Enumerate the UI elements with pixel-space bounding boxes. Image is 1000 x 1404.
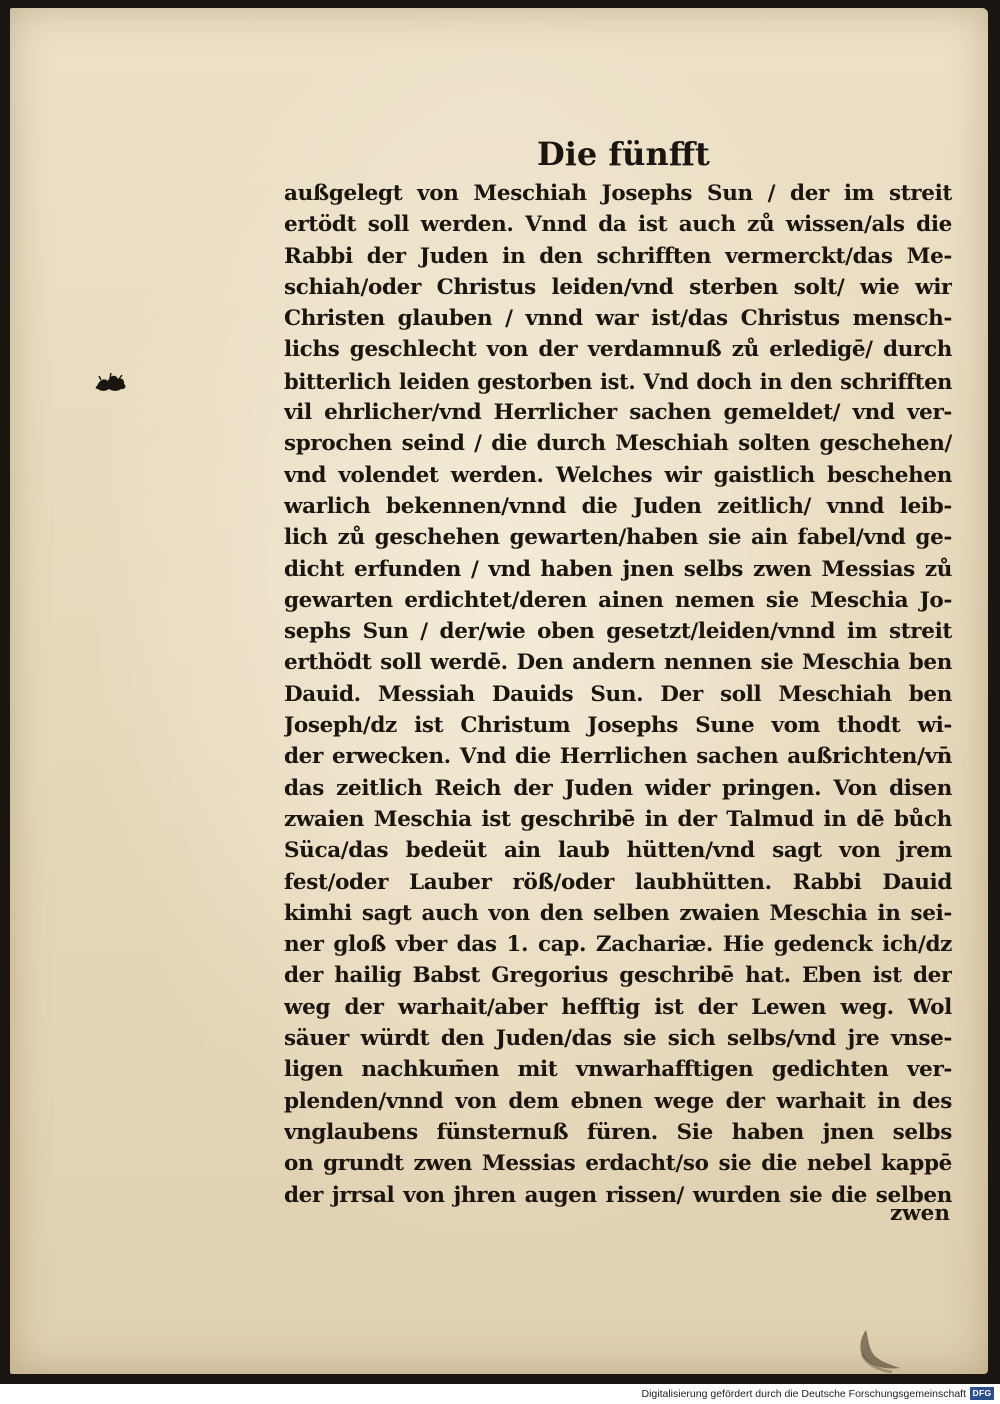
text-line: Rabbi der Juden in den schrifften vermerckt/das Me- — [284, 243, 952, 269]
text-line: der erwecken. Vnd die Herrlichen sachen außrichten/vn̄ — [284, 744, 952, 770]
text-line: bitterlich leiden gestorben ist. Vnd doch in den schrifften — [284, 368, 952, 394]
text-line: vnglaubens fünsternuß füren. Sie haben jnen selbs — [284, 1119, 952, 1145]
bleed-through-heading — [160, 118, 350, 158]
text-line: Dauid. Messiah Dauids Sun. Der soll Meschiah ben — [284, 681, 952, 707]
text-line: on grundt zwen Messias erdacht/so sie die nebel kappē — [284, 1151, 952, 1177]
ink-blot-mark — [94, 370, 128, 392]
text-line: erthödt soll werdē. Den andern nennen sie Meschia ben — [284, 650, 952, 676]
text-line: sephs Sun / der/wie oben gesetzt/leiden/vnnd im streit — [284, 619, 952, 645]
text-line: außgelegt von Meschiah Josephs Sun / der im streit — [284, 181, 952, 206]
catchword: zwen — [889, 1201, 950, 1226]
text-line: fest/oder Lauber röß/oder laubhütten. Rabbi Dauid — [284, 869, 952, 895]
text-line: säuer würdt den Juden/das sie sich selbs/vnd jre vnse- — [284, 1026, 952, 1052]
book-page — [10, 8, 988, 1374]
text-line: zwaien Meschia ist geschribē in der Talmud in dē bůch — [284, 806, 952, 832]
text-line: lichs geschlecht von der verdamnuß zů erledigē/ durch — [284, 337, 952, 363]
text-line: kimhi sagt auch von den selben zwaien Meschia in sei- — [284, 900, 952, 926]
text-line: Joseph/dz ist Christum Josephs Sune vom thodt wi- — [284, 713, 952, 739]
text-line: gewarten erdichtet/deren ainen nemen sie Meschia Jo- — [284, 587, 952, 613]
text-line: Christen glauben / vnnd war ist/das Christus mensch- — [284, 306, 952, 332]
text-line: ligen nachkum̄en mit vnwarhafftigen gedichten ver- — [284, 1057, 952, 1083]
corner-stain — [848, 1324, 908, 1374]
text-line: lich zů geschehen gewarten/haben sie ain fabel/vnd ge- — [284, 525, 952, 551]
page-text — [284, 178, 952, 1211]
text-line: vnd volendet werden. Welches wir gaistlich beschehen — [284, 462, 952, 488]
text-line: warlich bekennen/vnnd die Juden zeitlich/ vnnd leib- — [284, 493, 952, 519]
text-line: der hailig Babst Gregorius geschribē hat. Eben ist der — [284, 963, 952, 989]
text-line: weg der warhait/aber hefftig ist der Lewen weg. Wol — [284, 994, 952, 1020]
text-line: schiah/oder Christus leiden/vnd sterben solt/ wie wir — [284, 274, 952, 300]
text-line: ner gloß vber das 1. cap. Zachariæ. Hie gedenck ich/dz — [284, 932, 952, 958]
text-line: ertödt soll werden. Vnnd da ist auch zů wissen/als die — [284, 212, 952, 238]
text-line: vil ehrlicher/vnd Herrlicher sachen gemeldet/ vnd ver- — [284, 400, 952, 426]
text-line: der jrrsal von jhren augen rissen/ wurden sie die selben — [284, 1182, 952, 1208]
text-line: das zeitlich Reich der Juden wider pringen. Von disen — [284, 775, 952, 801]
funding-credit: Digitalisierung gefördert durch die Deutsche Forschungsgemeinschaft — [641, 1388, 966, 1400]
text-line: Süca/das bedeüt ain laub hütten/vnd sagt von jrem — [284, 838, 952, 864]
running-head: Die fünfft — [537, 135, 710, 173]
text-line: plenden/vnnd von dem ebnen wege der warhait in des — [284, 1088, 952, 1114]
dfg-logo: DFG — [970, 1387, 994, 1400]
text-line: dicht erfunden / vnd haben jnen selbs zwen Messias zů — [284, 556, 952, 582]
text-line: sprochen seind / die durch Meschiah solten geschehen/ — [284, 431, 952, 457]
footer-bar — [0, 1384, 1000, 1404]
